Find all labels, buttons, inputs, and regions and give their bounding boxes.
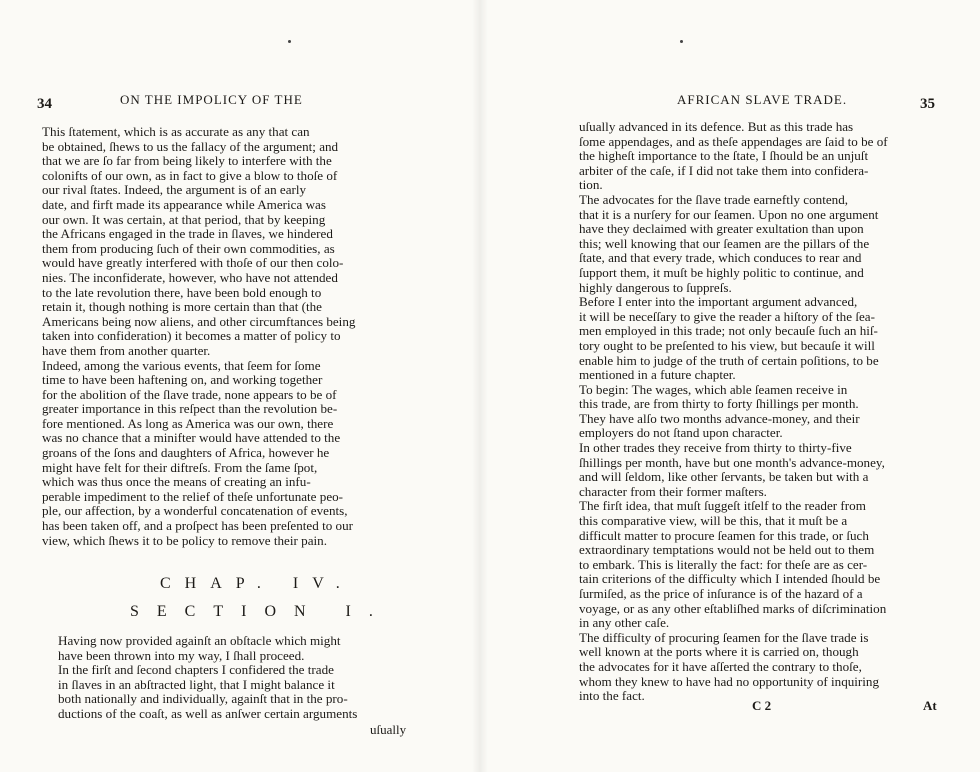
text-line: ſhillings per month, have but one month's advance-money,: [579, 455, 885, 470]
text-line: perable impediment to the relief of theſe unfortunate peo-: [42, 489, 344, 504]
text-line: Before I enter into the important argument advanced,: [579, 295, 858, 310]
text-line: them from producing ſuch of their own commodities, as: [42, 241, 335, 256]
text-line: have been thrown into my way, I ſhall proceed.: [58, 648, 305, 663]
text-line: In other trades they receive from thirty to thirty-five: [579, 441, 852, 456]
text-line: They have alſo two months advance-money, and their: [579, 411, 860, 426]
signature-mark: C 2: [752, 698, 772, 713]
chapter-heading: CHAP. IV.: [160, 575, 354, 592]
left-page: [0, 0, 480, 772]
text-line: tion.: [579, 178, 603, 193]
left-text-block-bottom: [58, 634, 418, 722]
text-line: colonifts of our own, as in fact to give a blow to thoſe of: [42, 168, 338, 183]
text-line: groans of the ſons and daughters of Africa, however he: [42, 446, 330, 461]
text-line: have them from another quarter.: [42, 343, 211, 358]
page-mark: [680, 40, 683, 43]
text-line: nies. The inconfiderate, however, who have not attended: [42, 270, 338, 285]
catchword: At: [923, 698, 937, 713]
running-head: AFRICAN SLAVE TRADE.: [677, 92, 848, 107]
text-line: ſurmiſed, as the price of inſurance is of the hazard of a: [579, 587, 863, 601]
text-line: our own. It was certain, at that period, that by keeping: [42, 212, 326, 227]
text-line: the advocates for it have aſſerted the contrary to thoſe,: [579, 659, 862, 674]
text-line: our rival ſtates. Indeed, the argument is of an early: [42, 183, 307, 198]
text-line: ductions of the coaſt, as well as anſwer certain arguments: [58, 706, 358, 721]
text-line: Indeed, among the various events, that ſeem for ſome: [42, 358, 321, 373]
text-line: for the abolition of the ſlave trade, none appears to be of: [42, 387, 337, 402]
text-line: ſome appendages, and as theſe appendages are ſaid to be of: [579, 134, 888, 149]
text-line: voyage, or as any other eſtabliſhed marks of diſcrimination: [579, 601, 887, 616]
text-line: date, and firft made its appearance while America was: [42, 197, 326, 212]
text-line: employers do not ſtand upon character.: [579, 426, 783, 441]
text-line: Having now provided againſt an obſtacle which might: [58, 634, 341, 648]
text-line: difficult matter to procure ſeamen for this trade, or ſuch: [579, 528, 869, 543]
text-line: might have felt for their diftreſs. From the ſame ſpot,: [42, 460, 318, 475]
text-line: that it is a nurſery for our ſeamen. Upon no one argument: [579, 207, 879, 222]
text-line: character from their former maſters.: [579, 484, 767, 499]
text-line: and will ſeldom, like other ſervants, be taken but with a: [579, 470, 869, 485]
text-line: have they declaimed with greater exultation than upon: [579, 222, 864, 237]
text-line: men employed in this trade; not only becauſe ſuch an hiſ-: [579, 324, 878, 339]
page-number: 34: [37, 96, 52, 112]
page-number: 35: [920, 96, 935, 112]
text-line: time to have been haftening on, and working together: [42, 373, 323, 388]
text-line: the higheſt importance to the ſtate, I ſhould be an unjuſt: [579, 149, 869, 164]
text-line: taken into confideration) it becomes a matter of policy to: [42, 329, 341, 344]
text-line: which was thus once the means of creating an infu-: [42, 475, 311, 490]
page-mark: [288, 40, 291, 43]
text-line: would have greatly interfered with thoſe of our then colo-: [42, 256, 344, 271]
text-line: greater importance in this reſpect than the revolution be-: [42, 402, 338, 417]
running-head: ON THE IMPOLICY OF THE: [120, 92, 303, 107]
text-line: ſupport them, it muſt be highly politic to continue, and: [579, 265, 864, 280]
text-line: To begin: The wages, which able ſeamen receive in: [579, 382, 848, 397]
text-line: the Africans engaged in the trade in ſlaves, we hindered: [42, 227, 333, 242]
text-line: tain criterions of the difficulty which I intended ſhould be: [579, 572, 881, 587]
text-line: extraordinary temptations would not be held out to them: [579, 543, 875, 558]
text-line: this comparative view, will be this, that it muſt be a: [579, 514, 848, 529]
text-line: this trade, are from thirty to forty ſhillings per month.: [579, 397, 859, 412]
text-line: ſtate, and that every trade, which conduces to rear and: [579, 251, 862, 266]
text-line: both nationally and individually, againſt that in the pro-: [58, 692, 348, 707]
text-line: Americans being now aliens, and other circumftances being: [42, 314, 356, 329]
text-line: The difficulty of procuring ſeamen for the ſlave trade is: [579, 630, 869, 645]
right-page: [480, 0, 980, 772]
text-line: uſually advanced in its defence. But as this trade has: [579, 120, 854, 134]
text-line: tory ought to be preſented to his view, but becauſe it will: [579, 338, 875, 353]
text-line: retain it, though nothing is more certain than that (the: [42, 300, 322, 315]
section-heading: SECTION I.: [130, 603, 391, 620]
text-line: ple, our affection, by a wonderful concatenation of events,: [42, 504, 348, 519]
text-line: in any other caſe.: [579, 616, 670, 631]
text-line: well known at the ports where it is carried on, though: [579, 645, 859, 660]
text-line: be obtained, ſhews to us the fallacy of the argument; and: [42, 139, 339, 154]
text-line: arbiter of the caſe, if I did not take them into confidera-: [579, 163, 869, 178]
text-line: to the late revolution there, have been bold enough to: [42, 285, 322, 300]
left-text-block-top: [42, 125, 417, 548]
text-line: was no chance that a minifter would have attended to the: [42, 431, 341, 446]
text-line: In the firſt and ſecond chapters I confidered the trade: [58, 663, 334, 678]
text-line: it will be neceſſary to give the reader a hiſtory of the ſea-: [579, 309, 875, 324]
text-line: The advocates for the ſlave trade earneftly contend,: [579, 192, 849, 207]
text-line: this; well knowing that our ſeamen are the pillars of the: [579, 236, 870, 251]
text-line: The firſt idea, that muſt ſuggeſt itſelf to the reader from: [579, 499, 866, 514]
text-line: view, which ſhews it to be policy to remove their pain.: [42, 533, 327, 548]
right-text-block: [579, 120, 941, 704]
text-line: whom they knew to have had no opportunity of inquiring: [579, 674, 880, 689]
text-line: highly dangerous to ſuppreſs.: [579, 280, 732, 295]
text-line: enable him to judge of the truth of certain poſitions, to be: [579, 353, 879, 368]
text-line: fore mentioned. As long as America was our own, there: [42, 416, 334, 431]
text-line: This ſtatement, which is as accurate as any that can: [42, 125, 310, 139]
text-line: that we are ſo far from being likely to interfere with the: [42, 154, 332, 169]
text-line: mentioned in a future chapter.: [579, 368, 736, 383]
text-line: into the fact.: [579, 689, 645, 704]
text-line: has been taken off, and a proſpect has been preſented to our: [42, 519, 353, 534]
text-line: to embark. This is literally the fact: for theſe are as cer-: [579, 557, 868, 572]
text-line: in ſlaves in an abſtracted light, that I might balance it: [58, 677, 335, 692]
catchword: uſually: [370, 722, 407, 737]
